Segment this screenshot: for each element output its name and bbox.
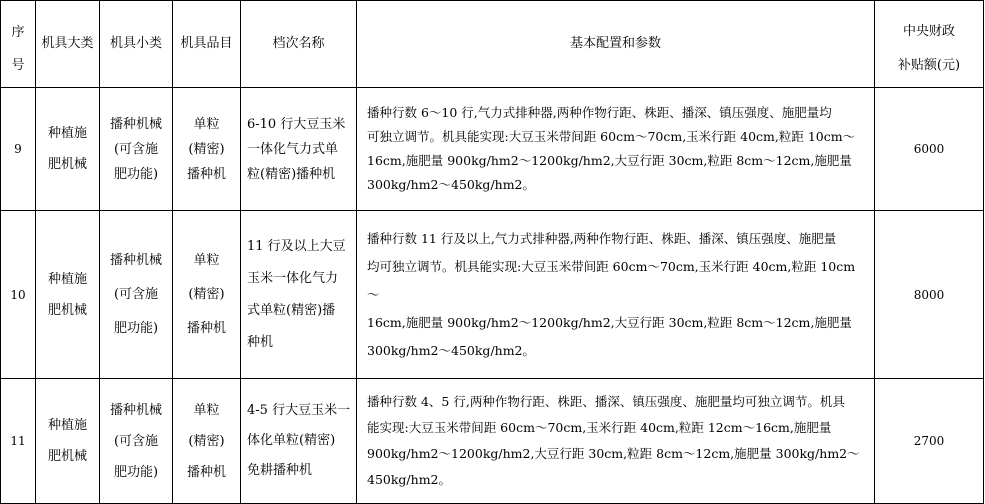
row-params: 播种行数 11 行及以上,气力式排种器,两种作物行距、株距、播深、镇压强度、施肥量 均可独立调节。机具能实现:大豆玉米带间距 60cm～70cm,玉米行距 40cm,粒距 10cm～ 16cm,施肥量 900kg/hm2～1200kg/hm2,大豆行距 30cm,粒距 8cm～12cm,施肥量 300kg/hm2～450kg/hm2。 — [357, 211, 875, 379]
row-item: 单粒 (精密) 播种机 — [173, 211, 241, 379]
table-row — [1, 88, 984, 211]
row-minor-category: 播种机械 (可含施 肥功能) — [100, 211, 173, 379]
header-major-category: 机具大类 — [36, 1, 100, 88]
header-item: 机具品目 — [173, 1, 241, 88]
row-subsidy: 6000 — [875, 88, 984, 211]
row-grade-name: 6-10 行大豆玉米 一体化气力式单 粒(精密)播种机 — [241, 88, 357, 211]
row-item: 单粒 (精密) 播种机 — [173, 88, 241, 211]
row-seq: 11 — [1, 379, 36, 504]
row-subsidy: 2700 — [875, 379, 984, 504]
row-minor-category: 播种机械 (可含施 肥功能) — [100, 379, 173, 504]
header-row — [1, 1, 984, 88]
header-subsidy: 中央财政 补贴额(元) — [875, 1, 984, 88]
row-grade-name: 4-5 行大豆玉米一 体化单粒(精密) 免耕播种机 — [241, 379, 357, 504]
header-seq: 序 号 — [1, 1, 36, 88]
header-grade-name: 档次名称 — [241, 1, 357, 88]
row-subsidy: 8000 — [875, 211, 984, 379]
row-major-category: 种植施 肥机械 — [36, 211, 100, 379]
row-seq: 9 — [1, 88, 36, 211]
row-major-category: 种植施 肥机械 — [36, 379, 100, 504]
row-major-category: 种植施 肥机械 — [36, 88, 100, 211]
header-params: 基本配置和参数 — [357, 1, 875, 88]
row-item: 单粒 (精密) 播种机 — [173, 379, 241, 504]
row-seq: 10 — [1, 211, 36, 379]
row-grade-name: 11 行及以上大豆 玉米一体化气力 式单粒(精密)播 种机 — [241, 211, 357, 379]
row-params: 播种行数 6～10 行,气力式排种器,两种作物行距、株距、播深、镇压强度、施肥量均 可独立调节。机具能实现:大豆玉米带间距 60cm～70cm,玉米行距 40cm,粒距 10cm～ 16cm,施肥量 900kg/hm2～1200kg/hm2,大豆行距 30cm,粒距 8cm～12cm,施肥量 300kg/hm2～450kg/hm2。 — [357, 88, 875, 211]
header-minor-category: 机具小类 — [100, 1, 173, 88]
row-params: 播种行数 4、5 行,两种作物行距、株距、播深、镇压强度、施肥量均可独立调节。机具 能实现:大豆玉米带间距 60cm～70cm,玉米行距 40cm,粒距 12cm～16cm,施肥量 900kg/hm2～1200kg/hm2,大豆行距 30cm,粒距 8cm～12cm,施肥量 300kg/hm2～ 450kg/hm2。 — [357, 379, 875, 504]
table-row — [1, 211, 984, 379]
table-row — [1, 379, 984, 504]
row-minor-category: 播种机械 (可含施 肥功能) — [100, 88, 173, 211]
